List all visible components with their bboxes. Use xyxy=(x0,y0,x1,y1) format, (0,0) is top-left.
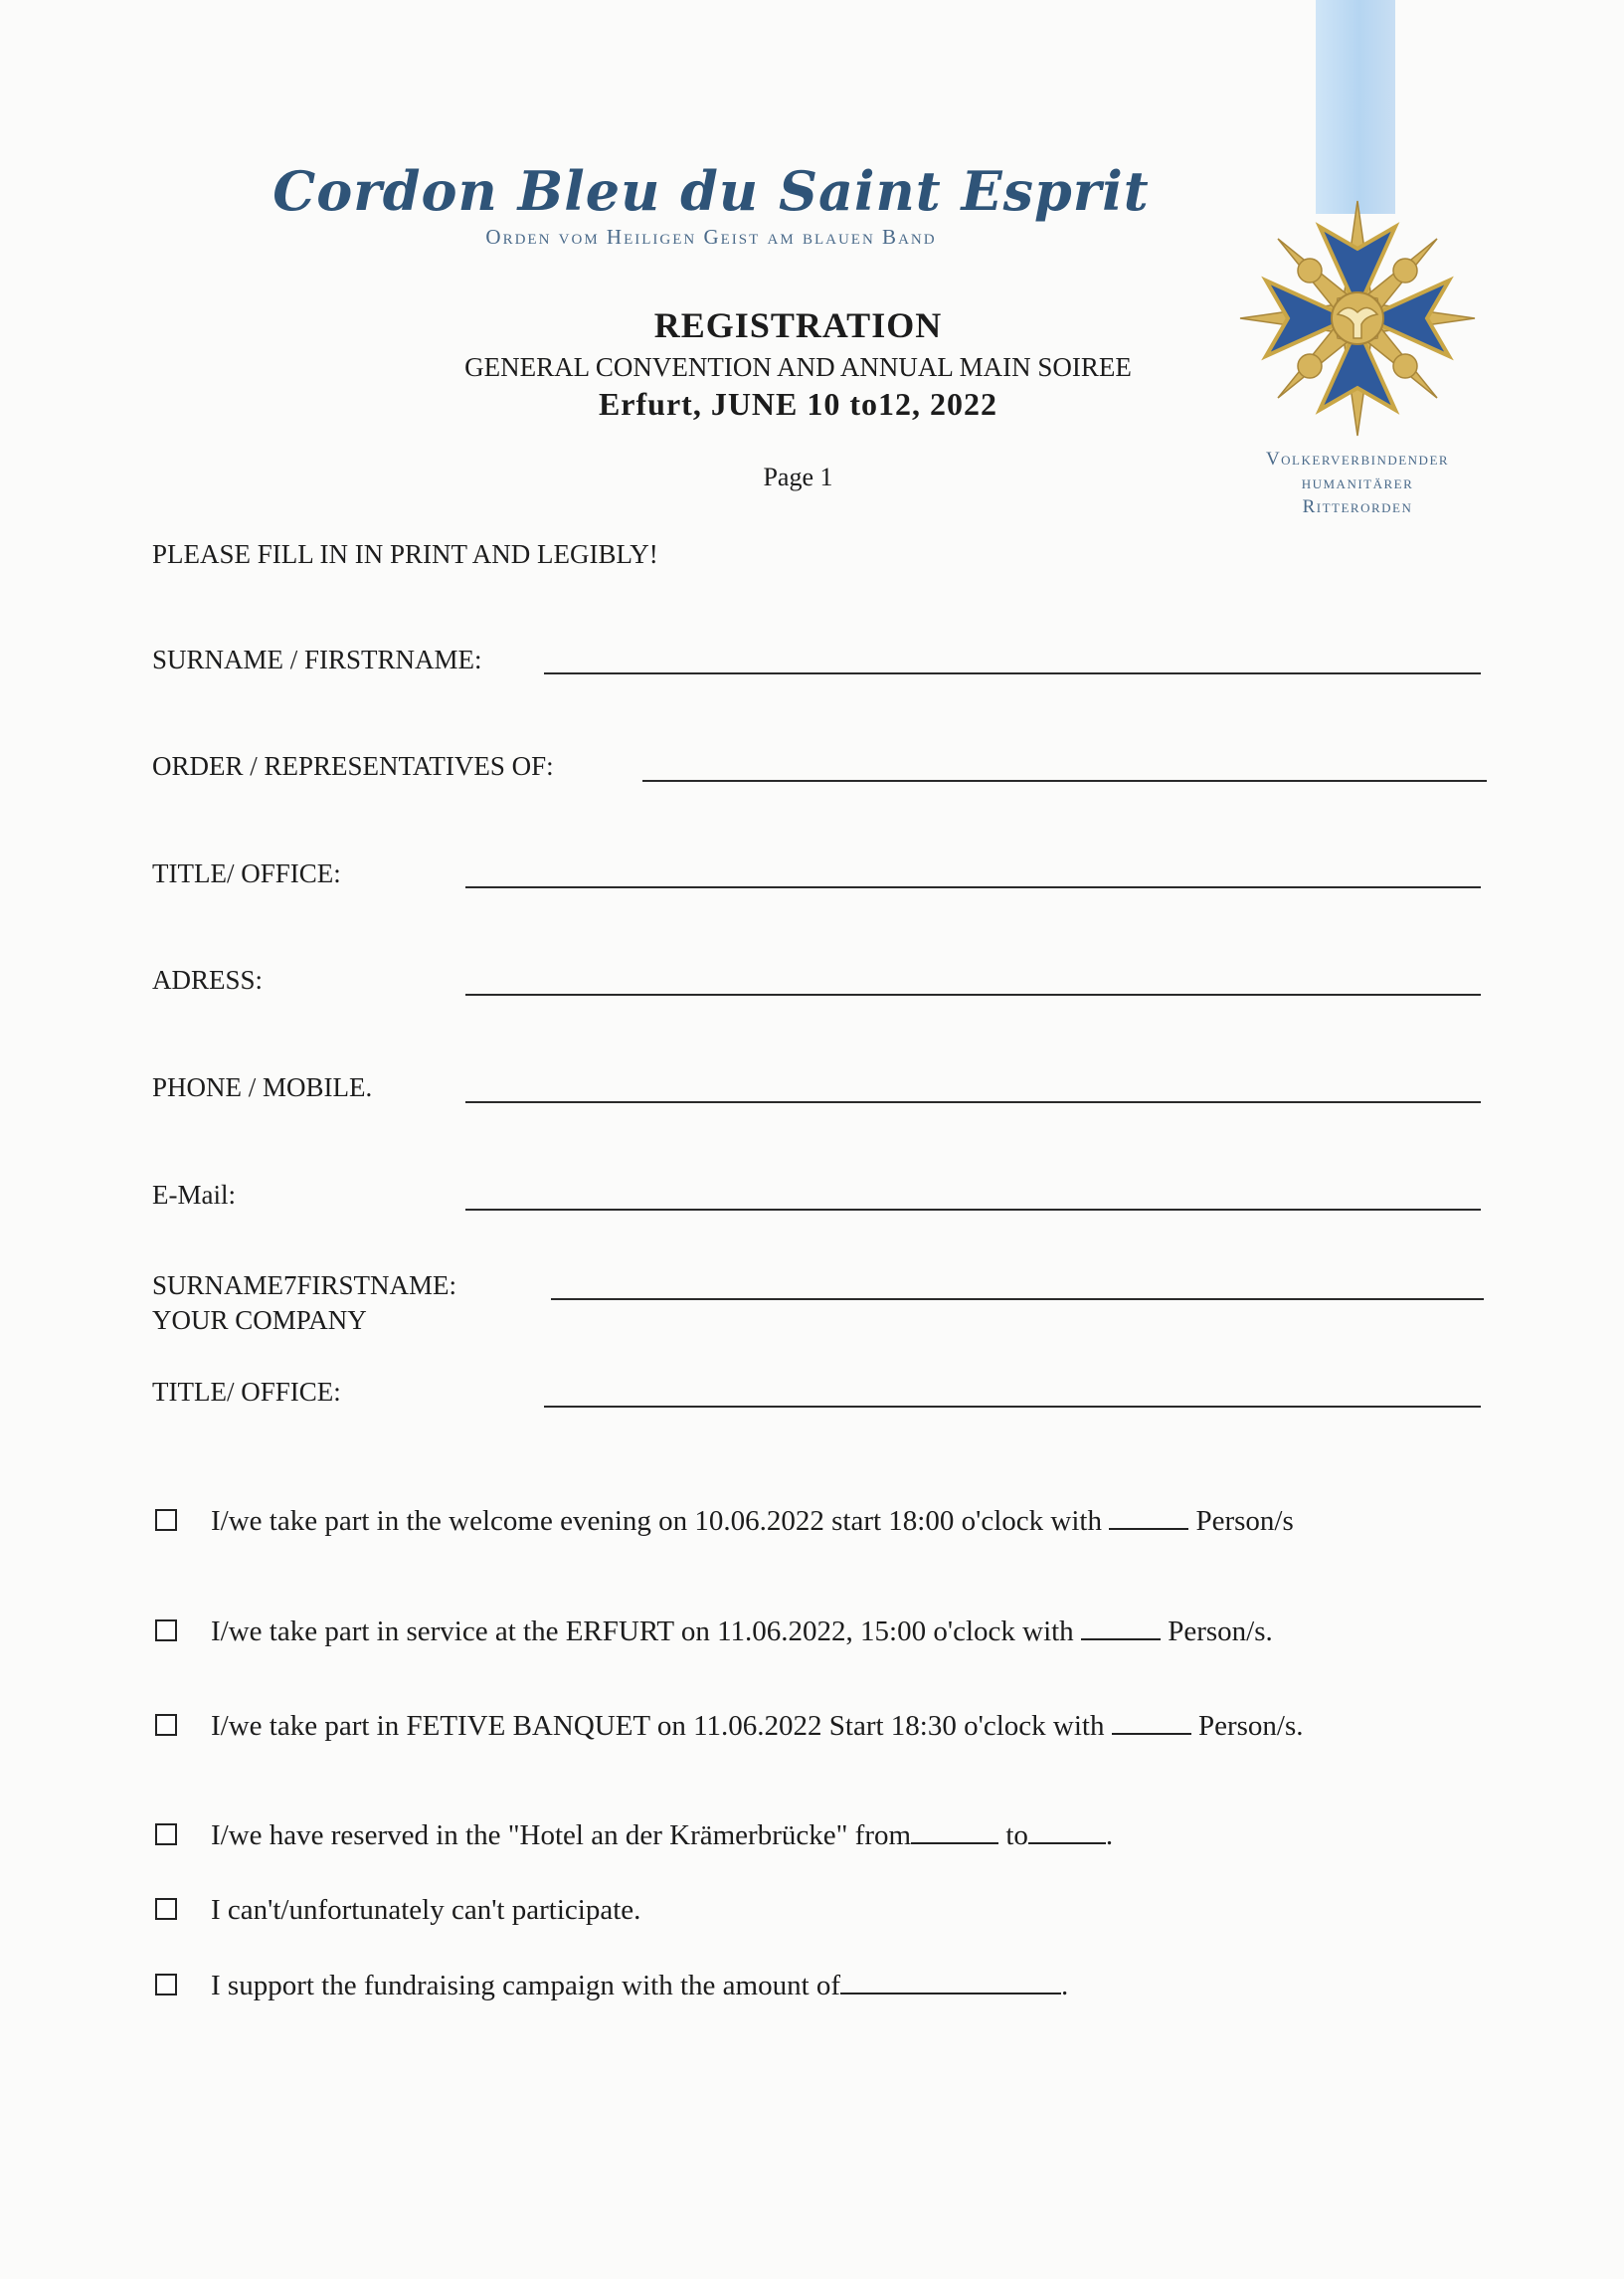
option-text: I/we take part in the welcome evening on 10.06.2022 start 18:00 o'clock with xyxy=(211,1505,1102,1537)
hotel-reservation-checkbox[interactable] xyxy=(155,1823,177,1845)
order-representatives-label: ORDER / REPRESENTATIVES OF: xyxy=(152,751,554,781)
document-subtitle: GENERAL CONVENTION AND ANNUAL MAIN SOIREE xyxy=(464,352,1132,382)
option-text: I/we take part in FETIVE BANQUET on 11.06.2022 Start 18:30 o'clock with xyxy=(211,1710,1105,1742)
document-title: REGISTRATION xyxy=(653,305,943,345)
address-field[interactable] xyxy=(465,994,1481,996)
surname-firstname-label: SURNAME / FIRSTRNAME: xyxy=(152,645,482,674)
email-label: E-Mail: xyxy=(152,1180,236,1210)
address-label: ADRESS: xyxy=(152,965,264,995)
emblem-motto xyxy=(1193,448,1522,519)
service-option xyxy=(211,1615,1273,1648)
company-surname-firstname-field[interactable] xyxy=(551,1298,1484,1300)
persons-blank[interactable] xyxy=(1081,1634,1161,1640)
persons-blank[interactable] xyxy=(1109,1524,1188,1530)
to-date-blank[interactable] xyxy=(1028,1838,1106,1844)
phone-mobile-label: PHONE / MOBILE. xyxy=(152,1072,373,1102)
option-to-text: to xyxy=(1005,1819,1028,1851)
option-text: I can't/unfortunately can't participate. xyxy=(211,1894,641,1926)
option-text: I support the fundraising campaign with the amount of xyxy=(211,1970,841,2001)
phone-mobile-field[interactable] xyxy=(465,1101,1481,1103)
fill-in-instruction: PLEASE FILL IN IN PRINT AND LEGIBLY! xyxy=(152,539,658,569)
welcome-evening-option xyxy=(211,1505,1294,1538)
option-text: I/we take part in service at the ERFURT on 11.06.2022, 15:00 o'clock with xyxy=(211,1615,1074,1647)
motto-line: humanitärer xyxy=(1301,473,1414,493)
company-title-office-field[interactable] xyxy=(544,1406,1481,1408)
order-cross-emblem-icon xyxy=(1233,194,1482,443)
option-suffix: Person/s xyxy=(1195,1505,1294,1537)
company-title-office-label: TITLE/ OFFICE: xyxy=(152,1377,341,1407)
fundraising-checkbox[interactable] xyxy=(155,1974,177,1995)
fundraising-option xyxy=(211,1970,1068,2002)
banquet-checkbox[interactable] xyxy=(155,1714,177,1736)
amount-blank[interactable] xyxy=(840,1989,1061,1994)
organization-subtitle: Orden vom Heiligen Geist am blauen Band xyxy=(485,225,937,249)
email-field[interactable] xyxy=(465,1209,1481,1211)
your-company-label: YOUR COMPANY xyxy=(152,1305,367,1335)
persons-blank[interactable] xyxy=(1112,1729,1191,1735)
option-suffix: . xyxy=(1061,1970,1069,2001)
blue-ribbon xyxy=(1316,0,1395,214)
hotel-reservation-option xyxy=(211,1819,1113,1852)
option-suffix: Person/s. xyxy=(1168,1615,1273,1647)
banquet-option xyxy=(211,1710,1304,1743)
option-suffix: Person/s. xyxy=(1197,1710,1304,1742)
surname-firstname-field[interactable] xyxy=(544,672,1481,674)
company-surname-firstname-label: SURNAME7FIRSTNAME: xyxy=(152,1270,457,1300)
order-representatives-field[interactable] xyxy=(642,780,1487,782)
option-suffix: . xyxy=(1105,1819,1114,1851)
option-text: I/we have reserved in the "Hotel an der Krämerbrücke" from xyxy=(211,1819,912,1851)
from-date-blank[interactable] xyxy=(911,1838,998,1844)
title-office-field[interactable] xyxy=(465,886,1481,888)
cannot-participate-option xyxy=(211,1894,640,1927)
title-office-label: TITLE/ OFFICE: xyxy=(152,858,341,888)
motto-line: Ritterorden xyxy=(1302,496,1413,517)
event-date-line: Erfurt, JUNE 10 to12, 2022 xyxy=(598,386,998,422)
page-number: Page 1 xyxy=(763,463,833,491)
welcome-evening-checkbox[interactable] xyxy=(155,1509,177,1531)
cannot-participate-checkbox[interactable] xyxy=(155,1898,177,1920)
motto-line: Volkerverbindender xyxy=(1265,449,1450,470)
service-checkbox[interactable] xyxy=(155,1619,177,1641)
organization-name: Cordon Bleu du Saint Esprit xyxy=(272,159,1150,223)
